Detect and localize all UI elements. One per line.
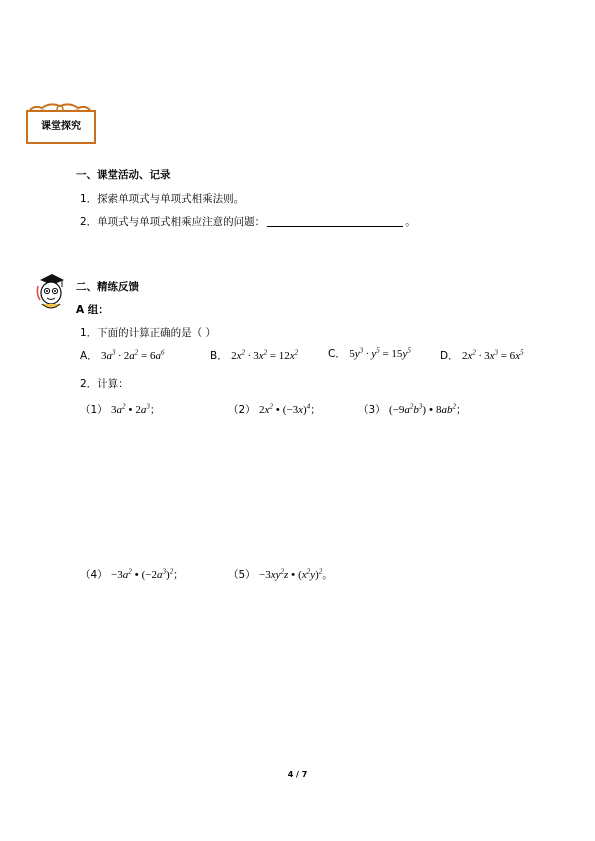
q2-item1-label: （1） [80,404,108,416]
q2-item2-expr: $2x^2$ • $(-3x)^4$ [259,402,311,416]
part1-item2-end: 。 [405,216,416,228]
answer-blank-line[interactable] [267,215,403,227]
q2-item4-expr: $-3a^2$ • $(-2a^3)^2$ [111,567,174,581]
part1-heading: 一、课堂活动、记录 [76,169,171,181]
group-label: A 组： [76,304,109,316]
q2-item5 [228,567,333,582]
choice-c-label: C． [328,348,346,360]
q2-item5-end: 。 [322,569,333,581]
part2-heading: 二、精练反馈 [76,281,139,293]
part1-item1: 1．探索单项式与单项式相乘法则。 [80,193,245,205]
choice-b [210,348,298,363]
q2-item4-label: （4） [80,569,108,581]
q2-item5-expr: $-3xy^2z$ • $(x^2y)^2$ [259,567,323,581]
question-1: 1．下面的计算正确的是（ ） [80,327,217,339]
q2-item1 [80,402,160,417]
q2-item2 [228,402,321,417]
q2-item3 [358,402,466,417]
q2-item2-end: ； [310,404,321,416]
choice-a [80,348,165,363]
teacher-cartoon-icon [34,272,68,312]
q2-item4-end: ； [173,569,184,581]
q2-item1-end: ； [149,404,161,416]
choice-d [440,348,524,363]
choice-c [328,346,411,361]
q2-item5-label: （5） [228,569,256,581]
q2-item2-label: （2） [228,404,256,416]
choice-b-expr: $2x^2 \cdot 3x^2 = 12x^2$ [231,348,299,362]
q2-item3-label: （3） [358,404,386,416]
question-2: 2．计算： [80,378,129,390]
q2-item3-expr: $(-9a^2b^3)$ • $8ab^2$ [389,402,456,416]
part1-item2 [80,214,416,229]
q2-item4 [80,567,184,582]
q2-item3-end: ； [455,404,467,416]
part1-item2-text: 2．单项式与单项式相乘应注意的问题： [80,216,266,228]
q2-item1-expr: $3a^2$ • $2a^3$ [111,402,150,416]
section-title: 课堂探究 [41,121,81,132]
page-number: 4 / 7 [287,770,308,779]
choice-a-expr: $3a^3 \cdot 2a^2 = 6a^6$ [101,348,165,362]
choice-c-expr: $5y^3 \cdot y^5 = 15y^5$ [349,346,411,360]
choice-d-expr: $2x^2 \cdot 3x^3 = 6x^5$ [461,348,524,362]
choice-b-label: B． [210,350,228,362]
choice-d-label: D． [440,350,459,362]
section-header-box [22,100,98,142]
choice-a-label: A． [80,350,98,362]
